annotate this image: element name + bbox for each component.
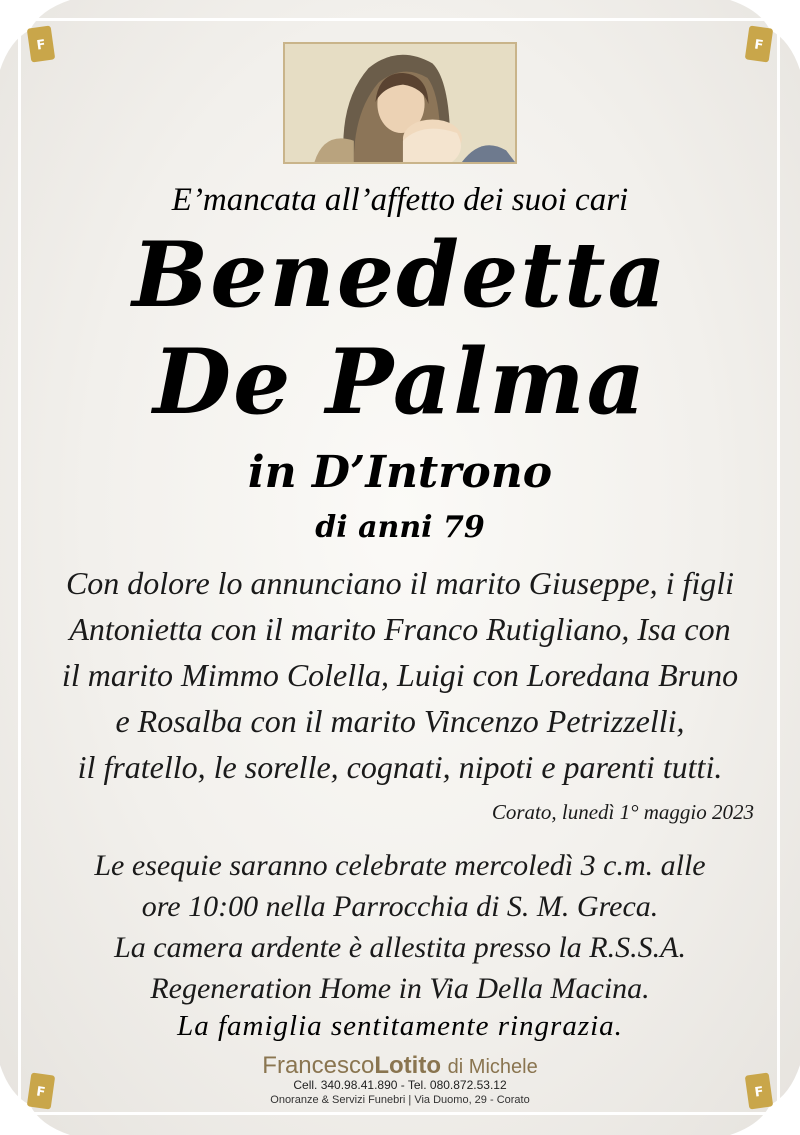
service-line: ore 10:00 nella Parrocchia di S. M. Greca. bbox=[141, 890, 659, 923]
brand-suffix: di Michele bbox=[447, 1056, 538, 1078]
fl-monogram-icon-top-right bbox=[730, 0, 800, 70]
announcement-line: il marito Mimmo Colella, Luigi con Loredana Bruno bbox=[61, 657, 739, 693]
announcement-line: e Rosalba con il marito Vincenzo Petrizzelli, bbox=[115, 703, 685, 739]
funeral-home-address: Onoranze & Servizi Funebri | Via Duomo, 29 - Corato bbox=[270, 1094, 530, 1106]
madonna-and-child-image bbox=[283, 42, 517, 164]
service-line: La camera ardente è allestita presso la R.S.S.A. bbox=[114, 931, 686, 964]
svg-text:F: F bbox=[753, 1084, 765, 1101]
svg-text:F: F bbox=[35, 37, 47, 54]
thanks-text: La famiglia sentitamente ringrazia. bbox=[177, 1010, 623, 1042]
contact-numbers: Cell. 340.98.41.890 - Tel. 080.872.53.12 bbox=[293, 1078, 507, 1092]
svg-text:F: F bbox=[35, 1084, 47, 1101]
service-line: Le esequie saranno celebrate mercoledì 3 c.m. alle bbox=[94, 849, 706, 882]
funeral-home-brand bbox=[0, 1052, 800, 1081]
announcement-line: Con dolore lo annunciano il marito Giuseppe, i figli bbox=[65, 565, 735, 601]
age-text: di anni 79 bbox=[315, 510, 485, 545]
announcement-paragraph bbox=[0, 560, 800, 790]
announcement-line: il fratello, le sorelle, cognati, nipoti e parenti tutti. bbox=[77, 749, 723, 785]
dateline: Corato, lunedì 1° maggio 2023 bbox=[491, 800, 754, 824]
service-line: Regeneration Home in Via Della Macina. bbox=[150, 972, 650, 1005]
fl-monogram-icon-top-left bbox=[0, 0, 70, 70]
deceased-last-name: De Palma bbox=[153, 329, 647, 435]
deceased-first-name: Benedetta bbox=[132, 222, 668, 328]
married-name: in D’Introno bbox=[247, 447, 553, 498]
brand-first-name: Francesco bbox=[262, 1052, 375, 1079]
announcement-line: Antonietta con il marito Franco Rutigliano, Isa con bbox=[69, 611, 731, 647]
intro-text: E’mancata all’affetto dei suoi cari bbox=[171, 182, 629, 218]
service-paragraph bbox=[0, 845, 800, 1009]
brand-last-name: Lotito bbox=[374, 1052, 441, 1079]
svg-text:F: F bbox=[753, 37, 765, 54]
